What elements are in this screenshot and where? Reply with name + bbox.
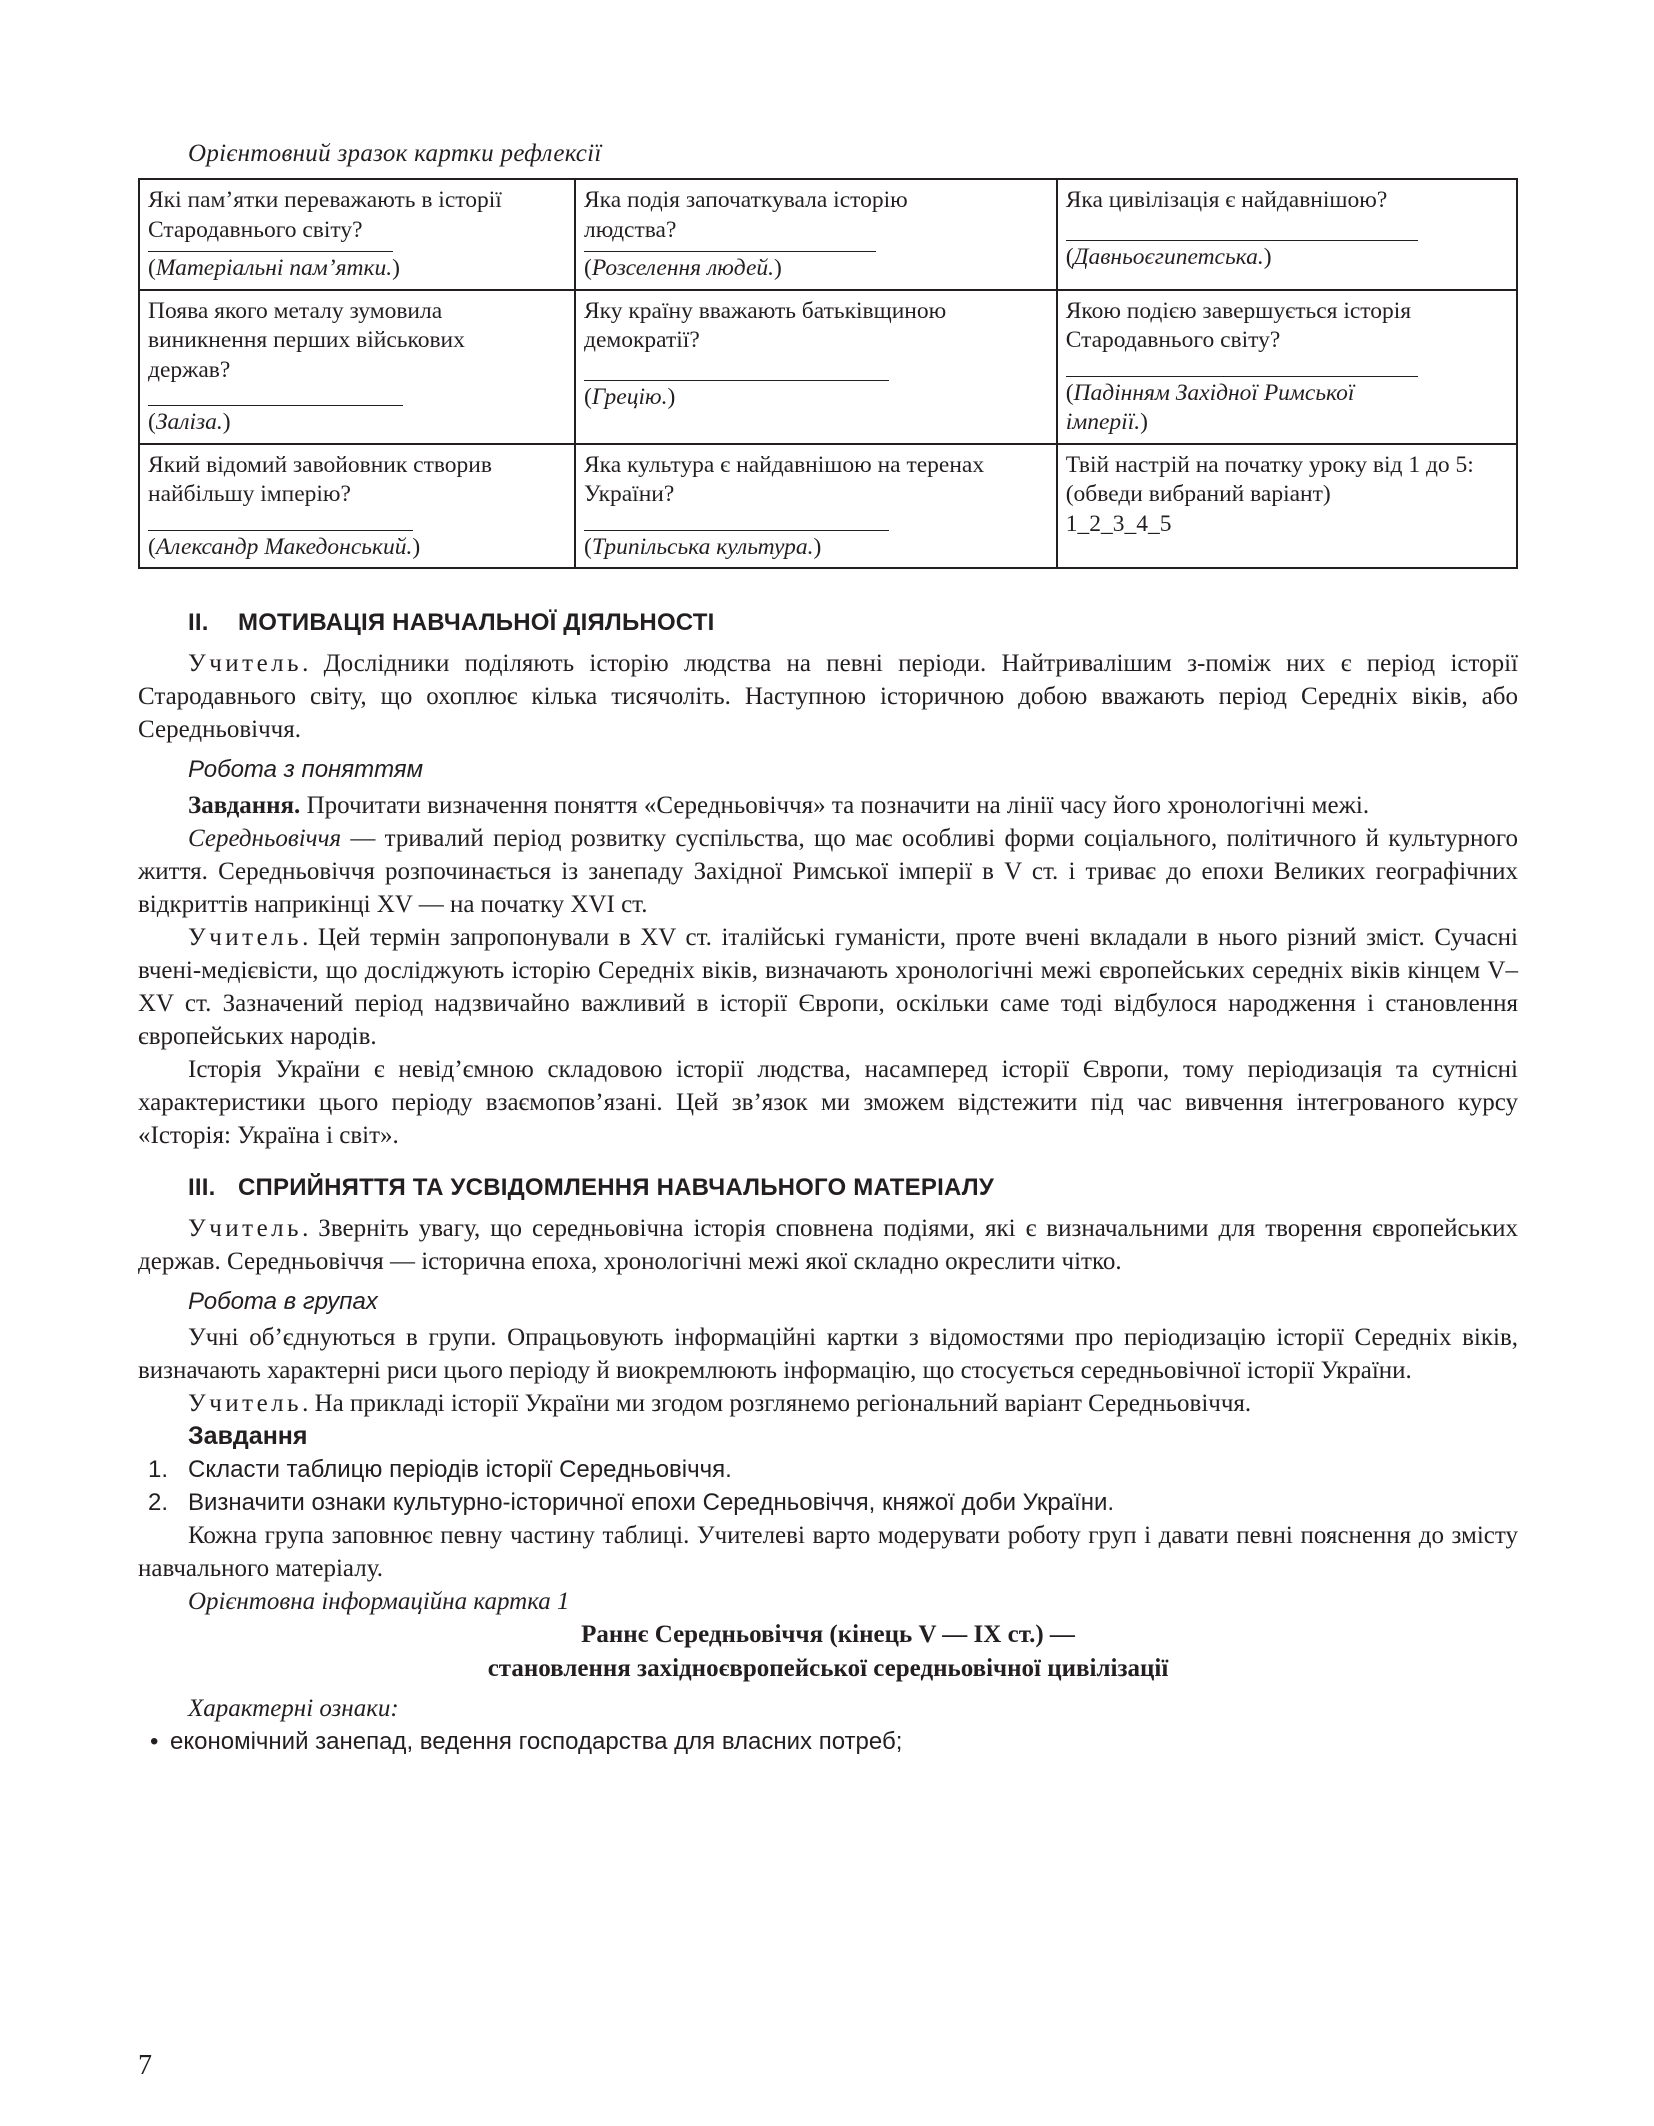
mood-scale: 1_2_3_4_5	[1065, 510, 1172, 537]
answer-line	[584, 245, 876, 252]
table-cell	[575, 444, 1057, 569]
paragraph: Учні об’єднуються в групи. Опрацьовують інформаційні картки з відомостями про періодизацію історії Середніх віків, визначають характерні риси цього періоду й виокремлюють інформацію, що стосується середньовічної історії України.	[138, 1324, 1518, 1384]
answer: (Грецію.)	[584, 383, 676, 410]
question: Які пам’ятки переважають в історії Стародавнього світу?	[148, 187, 502, 243]
question: Яка цивілізація є найдавнішою?	[1065, 187, 1388, 213]
table-caption: Орієнтовний зразок картки рефлексії	[188, 140, 602, 167]
table-cell	[139, 179, 575, 290]
answer-line	[148, 385, 403, 406]
question: Яка культура є найдавнішою на теренах України?	[584, 451, 985, 507]
bullet-icon: •	[150, 1728, 159, 1755]
answer-line	[584, 356, 889, 381]
page-content	[138, 140, 1518, 1758]
paragraph: Учитель. Цей термін запропонували в XV ст. італійські гуманісти, проте вчені вкладали в нього різний зміст. Сучасні вчені-медієвісти, що досліджують історію Середніх віків, визначають хронологічні межі європейських середніх віків кінцем V–XV ст. Зазначений період надзвичайно важливий в історії Європи, оскільки саме тоді відбулося народження і становлення європейських народів.	[138, 924, 1518, 1050]
paragraph: Кожна група заповнює певну частину таблиці. Учителеві варто модерувати роботу груп і давати певні пояснення до змісту навчального матеріалу.	[138, 1522, 1518, 1582]
answer: (Давньоєгипетська.)	[1065, 243, 1272, 270]
table-cell	[139, 290, 575, 444]
mood-instruction: (обведи вибраний варіант)	[1065, 481, 1331, 507]
question: Яка подія започаткувала історію людства?	[584, 187, 908, 243]
subheading: Робота в групах	[188, 1288, 378, 1315]
paragraph: Учитель. На прикладі історії України ми згодом розглянемо регіональний варіант Середньовіччя.	[188, 1390, 1252, 1417]
table-cell	[139, 444, 575, 569]
reflection-card-table	[138, 178, 1518, 569]
paragraph: Завдання. Прочитати визначення поняття «Середньовіччя» та позначити на лінії часу його хронологічні межі.	[188, 792, 1370, 819]
answer: (Падінням Західної Римської імперії.)	[1065, 379, 1355, 435]
answer-line	[1066, 216, 1418, 241]
table-cell	[1057, 444, 1517, 569]
info-card-subtitle: становлення західноєвропейської середньовічної цивілізації	[487, 1655, 1169, 1682]
paragraph: Історія України є невід’ємною складовою історії людства, насамперед історії Європи, тому періодизація та сутнісні характеристики цього періоду взаємопов’язані. Цей зв’язок ми зможем відстежити під час вивчення інтегрованого курсу «Історія: Україна і світ».	[138, 1056, 1518, 1149]
answer-line	[584, 510, 889, 531]
question: Якою подією завершується історія Стародавнього світу?	[1065, 297, 1412, 353]
table-row	[139, 290, 1517, 444]
list-item: 1. Скласти таблицю періодів історії Середньовіччя.	[148, 1456, 732, 1483]
mood-question: Твій настрій на початку уроку від 1 до 5:	[1065, 451, 1474, 478]
table-row	[139, 179, 1517, 290]
tasks-list	[138, 1453, 1518, 1519]
answer: (Заліза.)	[148, 409, 231, 435]
section-heading: III. СПРИЙНЯТТЯ ТА УСВІДОМЛЕННЯ НАВЧАЛЬНОГО МАТЕРІАЛУ	[188, 1174, 994, 1201]
answer-line	[1066, 356, 1418, 377]
answer-line	[148, 245, 393, 252]
features-list	[138, 1725, 1518, 1758]
question: Який відомий завойовник створив найбільшу імперію?	[148, 451, 492, 507]
features-label: Характерні ознаки:	[188, 1695, 399, 1722]
tasks-label: Завдання	[188, 1422, 308, 1450]
section-heading: II. МОТИВАЦІЯ НАВЧАЛЬНОЇ ДІЯЛЬНОСТІ	[188, 609, 715, 636]
table-cell	[1057, 290, 1517, 444]
subheading: Робота з поняттям	[188, 756, 424, 783]
info-card-title: Раннє Середньовіччя (кінець V — IX ст.) —	[581, 1621, 1075, 1648]
question: Поява якого металу зумовила виникнення перших військових держав?	[148, 297, 465, 383]
paragraph: Середньовіччя — тривалий період розвитку суспільства, що має особливі форми соціального, політичного й культурного життя. Середньовіччя розпочинається із занепаду Західної Римської імперії в V ст. і триває до епохи Великих географічних відкриттів наприкінці XV — на початку XVI ст.	[138, 825, 1518, 918]
question: Яку країну вважають батьківщиною демократії?	[584, 297, 947, 353]
table-row	[139, 444, 1517, 569]
page-number: 7	[138, 2050, 152, 2081]
answer: (Розселення людей.)	[584, 255, 782, 281]
paragraph: Учитель. Дослідники поділяють історію людства на певні періоди. Найтривалішим з-поміж них є період історії Стародавнього світу, що охоплює кілька тисячоліть. Наступною історичною добою вважають період Середніх віків, або Середньовіччя.	[138, 650, 1518, 743]
table-cell	[1057, 179, 1517, 290]
table-cell	[575, 179, 1057, 290]
table-cell	[575, 290, 1057, 444]
list-item: 2. Визначити ознаки культурно-історичної епохи Середньовіччя, княжої доби України.	[148, 1489, 1115, 1516]
info-card-caption: Орієнтовна інформаційна картка 1	[188, 1588, 570, 1615]
answer: (Александр Македонський.)	[148, 533, 421, 560]
answer-line	[148, 510, 413, 531]
paragraph: Учитель. Зверніть увагу, що середньовічна історія сповнена подіями, які є визначальними для творення європейських держав. Середньовіччя — історична епоха, хронологічні межі якої складно окреслити чітко.	[138, 1215, 1518, 1275]
answer: (Трипільська культура.)	[584, 533, 822, 560]
answer: (Матеріальні пам’ятки.)	[148, 255, 400, 281]
list-item: • економічний занепад, ведення господарства для власних потреб;	[138, 1725, 1518, 1758]
